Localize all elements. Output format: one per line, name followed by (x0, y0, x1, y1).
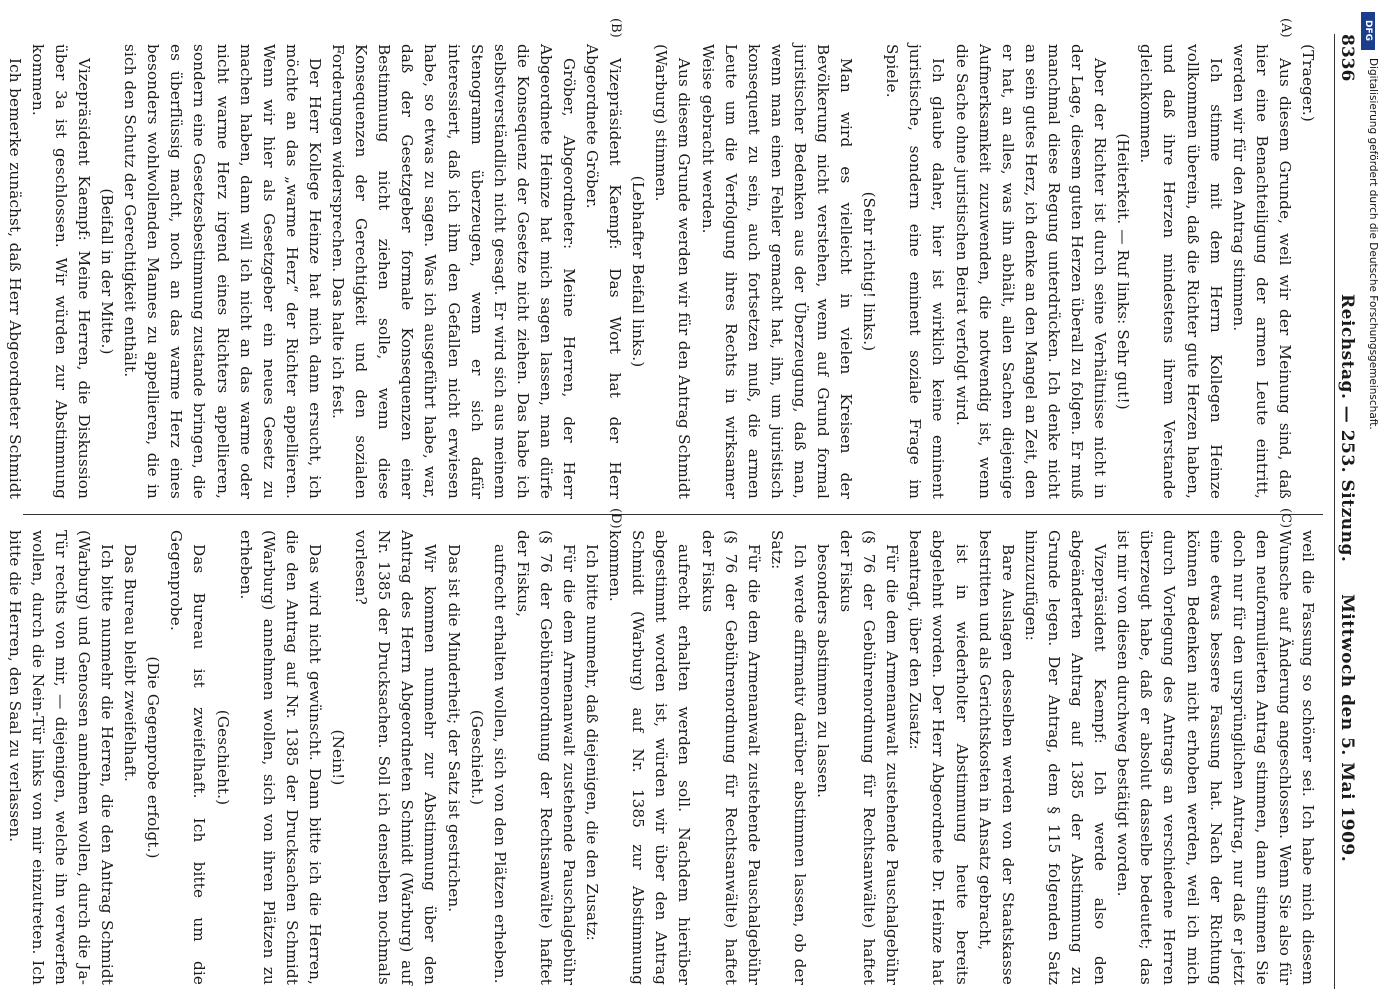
left-text-column (0, 44, 1319, 499)
paragraph: Das Bureau bleibt zweifelhaft. (121, 544, 140, 782)
paragraph: (Die Gegenprobe erfolgt.) (144, 656, 163, 859)
paragraph: (Beifall in der Mitte.) (98, 188, 117, 355)
page-number: 8336 (1337, 34, 1357, 82)
chamber-title: Reichstag. — 253. Sitzung. (1337, 294, 1357, 563)
paragraph: (Geschieht.) (213, 709, 232, 806)
paragraph: Vizepräsident Kaempf: Das Wort hat der Herr Abgeordnete Gröber. (583, 44, 625, 499)
paragraph: Aus diesem Grunde, weil wir der Meinung sind, daß hier eine Benachteiligung der armen Leute eintritt, werden wir für den Antrag stimmen. (1229, 44, 1294, 499)
paragraph: ist in wiederholter Abstimmung heute bereits abgelehnt worden. Der Herr Abgeordnete Dr. Heinze hat beantragt, über den Zusatz: (906, 530, 971, 985)
paragraph: Man wird es vielleicht in vielen Kreisen der Bevölkerung nicht verstehen, wenn auf Grund formal juristischer Bedenken aus der Überzeugung, daß man, wenn man einen Fehler gemacht hat, ihn, um juristisch konsequent zu sein, auch fortsetzen muß, die armen Leute um die Verfolgung ihres Rechts in wirksamer Weise gebracht werden. (698, 44, 856, 499)
paragraph: (Nein!) (329, 729, 348, 786)
paragraph: (Geschieht.) (467, 709, 486, 806)
paragraph: Für die dem Armenanwalt zustehende Pauschalgebühr (§ 76 der Gebührenordnung der Rechtsanwälte) haftet der Fiskus, (513, 530, 578, 985)
paragraph: (Traeger.) (1299, 44, 1317, 122)
paragraph: Aber der Richter ist durch seine Verhältnisse nicht in der Lage, diesem guten Herzen überall zu folgen. Er muß manchmal diese Regung unterdrücken. Ich denke nicht an sein gutes Herz, ich denke an den Mangel an Zeit, den er hat, an alles, was ihn abhält, allen Sachen diejenige Aufmerksamkeit zuzuwenden, die notwendig ist, wenn die Sache ohne juristischen Beirat verfolgt wird. (952, 44, 1110, 499)
margin-mark-b: (B) (608, 18, 623, 38)
paragraph: Für die dem Armenanwalt zustehende Pauschalgebühr (§ 76 der Gebührenordnung für Rechtsanwälte) haftet der Fiskus (698, 530, 763, 985)
paragraph: Das Bureau ist zweifelhaft. Ich bitte um die Gegenprobe. (167, 530, 209, 985)
header-rule (1334, 34, 1335, 989)
digitization-credit: Digitalisierung gefördert durch die Deutsche Forschungsgemeinschaft. (1367, 58, 1379, 430)
paragraph: Wir kommen nunmehr zur Abstimmung über den Antrag des Herrn Abgeordneten Schmidt (Warburg) auf Nr. 1385 der Drucksachen. Soll ich denselben nochmals vorlesen? (352, 530, 440, 985)
paragraph: (Heiterkeit. — Ruf links: Sehr gut!) (1114, 133, 1133, 410)
paragraph: aufrecht erhalten wollen, sich von den Plätzen erheben. (490, 544, 509, 984)
paragraph: Ich glaube daher, hier ist wirklich keine eminent juristische, sondern eine eminent soziale Frage im Spiele. (883, 44, 948, 499)
paragraph: Das wird nicht gewünscht. Dann bitte ich die Herren, die den Antrag auf Nr. 1385 der Drucksachen Schmidt (Warburg) annehmen wollen, sich von ihren Plätzen zu erheben. (236, 530, 324, 985)
margin-mark-d: (D) (608, 508, 623, 529)
paragraph: Ich werde affirmativ darüber abstimmen lassen, ob der Satz: (767, 530, 809, 985)
paragraph: Ich bitte nunmehr, daß diejenigen, die den Zusatz: (583, 544, 602, 941)
paragraph: Ich stimme mit dem Herrn Kollegen Heinze vollkommen überein, daß die Richter gute Herzen haben, und daß ihre Herzen mindestens ihrem Verstande gleichkommen. (1137, 44, 1225, 499)
paragraph: Das ist die Minderheit; der Satz ist gestrichen. (444, 544, 463, 913)
paragraph: Bare Auslagen desselben werden von der Staatskasse bestritten und als Gerichtskosten in Ansatz gebracht, (975, 530, 1017, 985)
paragraph: (Sehr richtig! links.) (860, 191, 879, 352)
column-divider (23, 514, 1323, 515)
paragraph: Ich bemerke zunächst, daß Herr Abgeordneter Schmidt (5, 58, 24, 499)
paragraph: Ich bitte nunmehr die Herren, die den Antrag Schmidt (Warburg) und Genossen annehmen wollen, durch die Ja-Tür rechts von mir, — diejenigen, welche ihn verwerfen wollen, durch die Nein-Tür links von mir einzutreten. Ich bitte die Herren, den Saal zu verlassen. (5, 530, 117, 985)
paragraph: Gröber, Abgeordneter: Meine Herren, der Herr Abgeordnete Heinze hat mich sagen lassen, man dürfe die Konsequenz der Gesetze nicht ziehen. Das habe ich selbstverständlich nicht gesagt. Er wird sich aus meinem Stenogramm überzeugen, wenn er sich dafür interessiert, daß ich ihm den Gefallen nicht erwiesen habe, so etwas zu sagen. Was ich ausgeführt habe, war, daß der Gesetzgeber formale Konsequenzen einer Bestimmung nicht ziehen solle, wenn diese Konsequenzen der Gerechtigkeit und den sozialen Forderungen widersprechen. Das halte ich fest. (329, 44, 578, 499)
paragraph: besonders abstimmen zu lassen. (814, 544, 833, 799)
paragraph: Für die dem Armenanwalt zustehende Pauschalgebühr (§ 76 der Gebührenordnung für Rechtsanwälte) haftet der Fiskus (837, 530, 902, 985)
paragraph: Der Herr Kollege Heinze hat mich dann ersucht, ich möchte an das „warme Herz“ der Richter appellieren. Wenn wir hier als Gesetzgeber ein neues Gesetz zu machen haben, dann will ich nicht an das warme oder nicht warme Herz irgend eines Richters appellieren, sondern eine Gesetzesbestimmung zustande bringen, die es überflüssig macht, noch an das warme Herz eines besonders wohlwollenden Mannes zu appellieren, die in sich den Schutz der Gerechtigkeit enthält. (121, 44, 324, 499)
margin-mark-c: (C) (1278, 508, 1293, 529)
paragraph: (Lebhafter Beifall links.) (629, 175, 648, 368)
paragraph: aufrecht erhalten werden soll. Nachdem hierüber abgestimmt worden ist, würden wir über den Antrag Schmidt (Warburg) auf Nr. 1385 zur Abstimmung kommen. (606, 530, 694, 985)
right-text-column (0, 530, 1319, 985)
paragraph: weil die Fassung so schöner sei. Ich habe mich diesem Wunsche auf Änderung angeschlossen. Wenn Sie also für den neuformulierten Antrag stimmen, dann stimmen Sie doch nur für den ursprünglichen Antrag, nur daß er jetzt eine etwas bessere Fassung hat. Nach der Richtung können Bedenken nicht erhoben werden, weil ich mich durch Vorlegung des Antrags an verschiedene Herren überzeugt habe, daß er absolut dasselbe bedeutet; das ist mir von diesen durchweg bestätigt worden. (1114, 530, 1317, 985)
paragraph: Vizepräsident Kaempf: Ich werde also den abgeänderten Antrag auf 1385 der Abstimmung zu Grunde legen. Der Antrag, dem § 115 folgenden Satz hinzuzufügen: (1021, 530, 1110, 985)
page-header (1325, 34, 1365, 989)
margin-mark-a: (A) (1278, 18, 1293, 38)
dfg-logo: DFG (1361, 12, 1375, 50)
session-date: Mittwoch den 5. Mai 1909. (1337, 594, 1357, 863)
paragraph: Vizepräsident Kaempf: Meine Herren, die Diskussion über 3a ist geschlossen. Wir würden zur Abstimmung kommen. (28, 44, 94, 499)
paragraph: Aus diesem Grunde werden wir für den Antrag Schmidt (Warburg) stimmen. (652, 44, 694, 499)
